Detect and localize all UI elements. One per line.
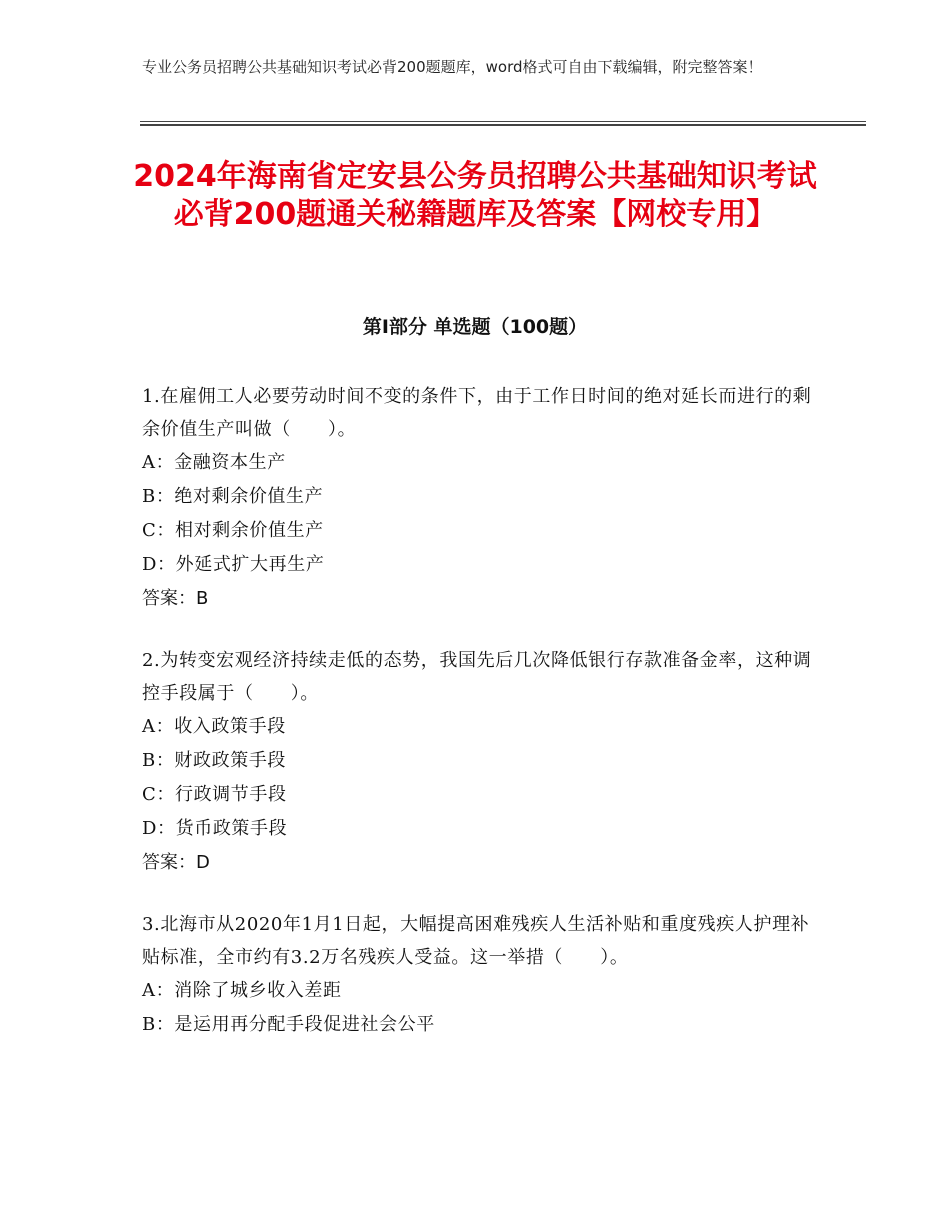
option-a: A：消除了城乡收入差距 [142, 980, 342, 1001]
question-stem: 3.北海市从2020年1月1日起，大幅提高困难残疾人生活补贴和重度残疾人护理补贴标准，全市约有3.2万名残疾人受益。这一举措（ ）。 [142, 914, 810, 968]
option-c: C：行政调节手段 [142, 784, 287, 805]
option-b: B：财政政策手段 [142, 750, 287, 771]
question-2 [142, 644, 812, 880]
section-title: 第Ⅰ部分 单选题（100题） [362, 316, 588, 338]
question-3 [142, 908, 812, 1042]
document-title: 2024年海南省定安县公务员招聘公共基础知识考试必背200题通关秘籍题库及答案【网校专用】 [133, 159, 817, 232]
question-list [142, 380, 812, 1070]
option-b: B：是运用再分配手段促进社会公平 [142, 1014, 435, 1035]
option-d: D：外延式扩大再生产 [142, 554, 325, 575]
option-a: A：金融资本生产 [142, 452, 286, 473]
question-stem: 1.在雇佣工人必要劳动时间不变的条件下，由于工作日时间的绝对延长而进行的剩余价值生产叫做（ ）。 [142, 386, 812, 440]
question-stem: 2.为转变宏观经济持续走低的态势，我国先后几次降低银行存款准备金率，这种调控手段属于（ ）。 [142, 650, 812, 704]
option-d: D：货币政策手段 [142, 818, 288, 839]
option-b: B：绝对剩余价值生产 [142, 486, 324, 507]
answer: 答案：D [142, 852, 210, 873]
header-note: 专业公务员招聘公共基础知识考试必背200题题库，word格式可自由下载编辑，附完整答案！ [142, 58, 763, 76]
header-divider [140, 121, 866, 126]
question-1 [142, 380, 812, 616]
option-c: C：相对剩余价值生产 [142, 520, 324, 541]
answer: 答案：B [142, 588, 209, 609]
option-a: A：收入政策手段 [142, 716, 286, 737]
